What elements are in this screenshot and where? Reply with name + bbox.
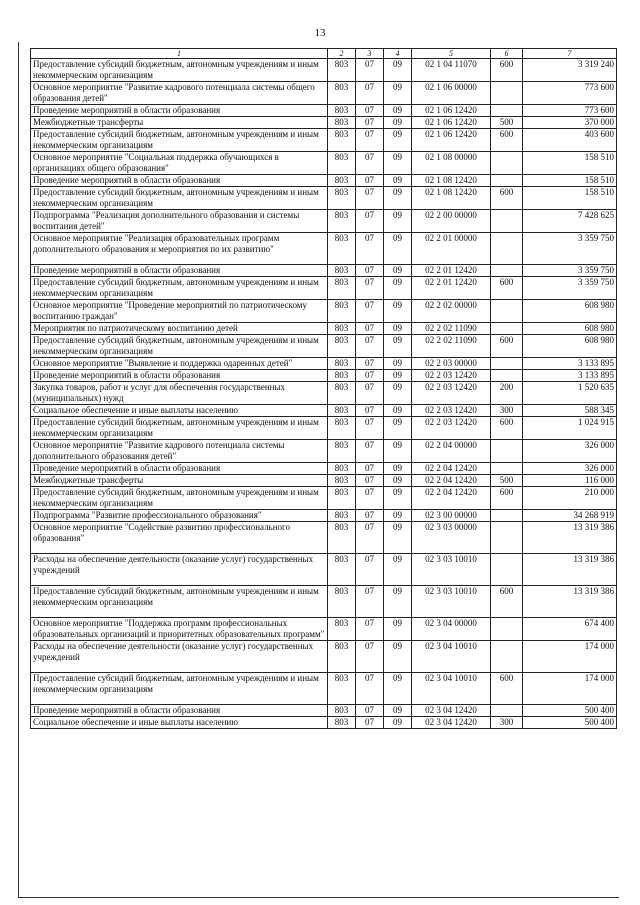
row-name: Предоставление субсидий бюджетным, автономным учреждениям и иным некоммерческим организациям <box>31 487 328 510</box>
row-expense-type <box>491 105 523 117</box>
table-row <box>31 641 617 673</box>
row-subsection-code: 09 <box>384 417 412 440</box>
row-subsection-code: 09 <box>384 440 412 463</box>
row-section-code: 07 <box>356 475 384 487</box>
row-section-code: 07 <box>356 82 384 105</box>
row-subsection-code: 09 <box>384 673 412 705</box>
row-expense-type <box>491 705 523 717</box>
table-row <box>31 673 617 705</box>
row-target-article: 02 1 08 00000 <box>412 152 491 175</box>
table-row <box>31 187 617 210</box>
row-target-article: 02 2 01 12420 <box>412 265 491 277</box>
table-row <box>31 475 617 487</box>
row-target-article: 02 3 04 10010 <box>412 673 491 705</box>
table-row <box>31 440 617 463</box>
row-ministry-code: 803 <box>328 277 356 300</box>
row-amount: 608 980 <box>523 323 617 335</box>
row-ministry-code: 803 <box>328 487 356 510</box>
budget-table <box>30 48 617 729</box>
row-amount: 500 400 <box>523 705 617 717</box>
row-name: Подпрограмма "Реализация дополнительного образования и системы воспитания детей" <box>31 210 328 233</box>
row-amount: 500 400 <box>523 717 617 729</box>
row-ministry-code: 803 <box>328 510 356 522</box>
row-target-article: 02 2 01 00000 <box>412 233 491 265</box>
table-row <box>31 117 617 129</box>
table-row <box>31 152 617 175</box>
header-cell-1: 1 <box>31 49 328 59</box>
row-section-code: 07 <box>356 522 384 554</box>
row-section-code: 07 <box>356 59 384 82</box>
row-name: Закупка товаров, работ и услуг для обеспечения государственных (муниципальных) нужд <box>31 382 328 405</box>
row-amount: 13 319 386 <box>523 554 617 586</box>
row-target-article: 02 1 06 12420 <box>412 117 491 129</box>
row-section-code: 07 <box>356 152 384 175</box>
row-subsection-code: 09 <box>384 59 412 82</box>
table-row <box>31 175 617 187</box>
row-ministry-code: 803 <box>328 265 356 277</box>
row-target-article: 02 3 03 10010 <box>412 586 491 618</box>
row-section-code: 07 <box>356 641 384 673</box>
row-subsection-code: 09 <box>384 705 412 717</box>
row-name: Мероприятия по патриотическому воспитанию детей <box>31 323 328 335</box>
row-expense-type <box>491 300 523 323</box>
row-target-article: 02 3 03 10010 <box>412 554 491 586</box>
row-section-code: 07 <box>356 417 384 440</box>
row-ministry-code: 803 <box>328 417 356 440</box>
row-target-article: 02 1 08 12420 <box>412 175 491 187</box>
table-row <box>31 323 617 335</box>
table-row <box>31 705 617 717</box>
row-expense-type <box>491 323 523 335</box>
row-amount: 174 000 <box>523 673 617 705</box>
table-row <box>31 382 617 405</box>
row-ministry-code: 803 <box>328 82 356 105</box>
row-target-article: 02 2 04 12420 <box>412 487 491 510</box>
row-expense-type: 600 <box>491 417 523 440</box>
table-row <box>31 210 617 233</box>
row-name: Основное мероприятие "Выявление и поддержка одаренных детей" <box>31 358 328 370</box>
header-cell-4: 4 <box>384 49 412 59</box>
row-subsection-code: 09 <box>384 277 412 300</box>
row-ministry-code: 803 <box>328 335 356 358</box>
row-ministry-code: 803 <box>328 323 356 335</box>
table-row <box>31 300 617 323</box>
row-expense-type <box>491 265 523 277</box>
row-expense-type: 600 <box>491 187 523 210</box>
row-amount: 158 510 <box>523 175 617 187</box>
table-row <box>31 510 617 522</box>
row-amount: 588 345 <box>523 405 617 417</box>
row-section-code: 07 <box>356 554 384 586</box>
row-expense-type: 600 <box>491 129 523 152</box>
row-subsection-code: 09 <box>384 129 412 152</box>
table-row <box>31 618 617 641</box>
row-section-code: 07 <box>356 717 384 729</box>
row-name: Предоставление субсидий бюджетным, автономным учреждениям и иным некоммерческим организациям <box>31 586 328 618</box>
row-subsection-code: 09 <box>384 105 412 117</box>
row-ministry-code: 803 <box>328 117 356 129</box>
row-expense-type: 600 <box>491 487 523 510</box>
row-section-code: 07 <box>356 705 384 717</box>
row-amount: 3 359 750 <box>523 233 617 265</box>
row-section-code: 07 <box>356 405 384 417</box>
header-cell-5: 5 <box>412 49 491 59</box>
row-section-code: 07 <box>356 673 384 705</box>
table-row <box>31 417 617 440</box>
row-subsection-code: 09 <box>384 487 412 510</box>
row-target-article: 02 2 04 00000 <box>412 440 491 463</box>
row-subsection-code: 09 <box>384 175 412 187</box>
row-amount: 370 000 <box>523 117 617 129</box>
row-name: Основное мероприятие "Развитие кадрового потенциала системы общего образования детей" <box>31 82 328 105</box>
row-section-code: 07 <box>356 358 384 370</box>
row-name: Проведение мероприятий в области образования <box>31 265 328 277</box>
row-amount: 3 359 750 <box>523 265 617 277</box>
row-expense-type: 500 <box>491 117 523 129</box>
row-target-article: 02 2 00 00000 <box>412 210 491 233</box>
row-expense-type: 600 <box>491 277 523 300</box>
row-subsection-code: 09 <box>384 300 412 323</box>
row-section-code: 07 <box>356 335 384 358</box>
row-expense-type: 500 <box>491 475 523 487</box>
row-expense-type <box>491 463 523 475</box>
row-section-code: 07 <box>356 586 384 618</box>
row-target-article: 02 1 04 11070 <box>412 59 491 82</box>
row-ministry-code: 803 <box>328 618 356 641</box>
row-expense-type: 300 <box>491 405 523 417</box>
row-name: Межбюджетные трансферты <box>31 117 328 129</box>
row-expense-type <box>491 233 523 265</box>
row-amount: 3 359 750 <box>523 277 617 300</box>
table-row <box>31 129 617 152</box>
row-amount: 1 024 915 <box>523 417 617 440</box>
row-name: Межбюджетные трансферты <box>31 475 328 487</box>
row-subsection-code: 09 <box>384 335 412 358</box>
row-target-article: 02 3 04 12420 <box>412 717 491 729</box>
row-ministry-code: 803 <box>328 705 356 717</box>
row-target-article: 02 2 02 11090 <box>412 335 491 358</box>
row-ministry-code: 803 <box>328 175 356 187</box>
row-section-code: 07 <box>356 210 384 233</box>
row-section-code: 07 <box>356 175 384 187</box>
row-amount: 174 000 <box>523 641 617 673</box>
row-name: Основное мероприятие "Содействие развитию профессионального образования" <box>31 522 328 554</box>
row-expense-type <box>491 82 523 105</box>
row-name: Основное мероприятие "Социальная поддержка обучающихся в организациях общего образования" <box>31 152 328 175</box>
row-subsection-code: 09 <box>384 463 412 475</box>
row-ministry-code: 803 <box>328 717 356 729</box>
row-subsection-code: 09 <box>384 265 412 277</box>
row-ministry-code: 803 <box>328 382 356 405</box>
table-row <box>31 59 617 82</box>
row-name: Предоставление субсидий бюджетным, автономным учреждениям и иным некоммерческим организациям <box>31 417 328 440</box>
row-subsection-code: 09 <box>384 187 412 210</box>
row-amount: 326 000 <box>523 463 617 475</box>
row-amount: 1 520 635 <box>523 382 617 405</box>
table-row <box>31 405 617 417</box>
row-ministry-code: 803 <box>328 405 356 417</box>
table-row <box>31 335 617 358</box>
row-name: Проведение мероприятий в области образования <box>31 370 328 382</box>
row-amount: 3 319 240 <box>523 59 617 82</box>
row-amount: 608 980 <box>523 300 617 323</box>
row-target-article: 02 1 06 00000 <box>412 82 491 105</box>
row-name: Предоставление субсидий бюджетным, автономным учреждениям и иным некоммерческим организациям <box>31 673 328 705</box>
row-expense-type <box>491 641 523 673</box>
row-amount: 13 319 386 <box>523 586 617 618</box>
row-amount: 158 510 <box>523 187 617 210</box>
row-expense-type: 600 <box>491 335 523 358</box>
row-subsection-code: 09 <box>384 358 412 370</box>
row-subsection-code: 09 <box>384 475 412 487</box>
row-name: Основное мероприятие "Реализация образовательных программ дополнительного образования и мероприятия по их развитию" <box>31 233 328 265</box>
row-amount: 210 000 <box>523 487 617 510</box>
row-name: Проведение мероприятий в области образования <box>31 705 328 717</box>
row-amount: 116 000 <box>523 475 617 487</box>
row-section-code: 07 <box>356 233 384 265</box>
row-name: Расходы на обеспечение деятельности (оказание услуг) государственных учреждений <box>31 641 328 673</box>
row-target-article: 02 1 06 12420 <box>412 129 491 152</box>
row-subsection-code: 09 <box>384 82 412 105</box>
row-section-code: 07 <box>356 187 384 210</box>
row-section-code: 07 <box>356 265 384 277</box>
row-name: Предоставление субсидий бюджетным, автономным учреждениям и иным некоммерческим организациям <box>31 129 328 152</box>
row-name: Основное мероприятие "Поддержка программ профессиональных образовательных организаций и приоритетных образовательных программ" <box>31 618 328 641</box>
row-ministry-code: 803 <box>328 641 356 673</box>
table-row <box>31 487 617 510</box>
row-expense-type <box>491 370 523 382</box>
row-ministry-code: 803 <box>328 233 356 265</box>
row-name: Социальное обеспечение и иные выплаты населению <box>31 717 328 729</box>
table-row <box>31 265 617 277</box>
row-expense-type: 200 <box>491 382 523 405</box>
row-amount: 403 600 <box>523 129 617 152</box>
row-ministry-code: 803 <box>328 522 356 554</box>
row-target-article: 02 2 03 12420 <box>412 417 491 440</box>
header-cell-7: 7 <box>523 49 617 59</box>
row-subsection-code: 09 <box>384 210 412 233</box>
table-row <box>31 717 617 729</box>
row-subsection-code: 09 <box>384 382 412 405</box>
row-section-code: 07 <box>356 129 384 152</box>
row-ministry-code: 803 <box>328 554 356 586</box>
row-expense-type <box>491 522 523 554</box>
row-amount: 674 400 <box>523 618 617 641</box>
row-name: Социальное обеспечение и иные выплаты населению <box>31 405 328 417</box>
table-body <box>31 59 617 729</box>
row-target-article: 02 2 02 11090 <box>412 323 491 335</box>
row-expense-type <box>491 210 523 233</box>
row-target-article: 02 2 04 12420 <box>412 475 491 487</box>
table-header-row <box>31 49 617 59</box>
row-target-article: 02 2 04 12420 <box>412 463 491 475</box>
row-ministry-code: 803 <box>328 187 356 210</box>
row-section-code: 07 <box>356 618 384 641</box>
header-cell-6: 6 <box>491 49 523 59</box>
header-cell-3: 3 <box>356 49 384 59</box>
row-subsection-code: 09 <box>384 405 412 417</box>
row-target-article: 02 2 02 00000 <box>412 300 491 323</box>
row-amount: 34 268 919 <box>523 510 617 522</box>
row-amount: 7 428 625 <box>523 210 617 233</box>
row-ministry-code: 803 <box>328 475 356 487</box>
row-target-article: 02 2 03 12420 <box>412 405 491 417</box>
table-row <box>31 554 617 586</box>
row-subsection-code: 09 <box>384 117 412 129</box>
table-row <box>31 105 617 117</box>
row-ministry-code: 803 <box>328 210 356 233</box>
row-target-article: 02 2 03 12420 <box>412 382 491 405</box>
row-target-article: 02 3 04 00000 <box>412 618 491 641</box>
row-target-article: 02 3 04 10010 <box>412 641 491 673</box>
row-amount: 773 600 <box>523 105 617 117</box>
table-row <box>31 358 617 370</box>
row-name: Основное мероприятие "Развитие кадрового потенциала системы дополнительного образования детей" <box>31 440 328 463</box>
row-expense-type <box>491 510 523 522</box>
row-subsection-code: 09 <box>384 233 412 265</box>
row-name: Проведение мероприятий в области образования <box>31 175 328 187</box>
row-section-code: 07 <box>356 510 384 522</box>
row-section-code: 07 <box>356 117 384 129</box>
row-subsection-code: 09 <box>384 586 412 618</box>
row-target-article: 02 2 03 00000 <box>412 358 491 370</box>
row-expense-type <box>491 175 523 187</box>
row-section-code: 07 <box>356 382 384 405</box>
row-section-code: 07 <box>356 105 384 117</box>
row-ministry-code: 803 <box>328 358 356 370</box>
row-subsection-code: 09 <box>384 717 412 729</box>
row-subsection-code: 09 <box>384 554 412 586</box>
row-ministry-code: 803 <box>328 105 356 117</box>
row-target-article: 02 3 00 00000 <box>412 510 491 522</box>
row-amount: 13 319 386 <box>523 522 617 554</box>
header-cell-2: 2 <box>328 49 356 59</box>
row-ministry-code: 803 <box>328 152 356 175</box>
page-number: 13 <box>314 27 326 39</box>
row-section-code: 07 <box>356 300 384 323</box>
row-section-code: 07 <box>356 277 384 300</box>
row-expense-type: 600 <box>491 59 523 82</box>
row-ministry-code: 803 <box>328 440 356 463</box>
row-subsection-code: 09 <box>384 152 412 175</box>
row-name: Расходы на обеспечение деятельности (оказание услуг) государственных учреждений <box>31 554 328 586</box>
row-subsection-code: 09 <box>384 522 412 554</box>
row-amount: 608 980 <box>523 335 617 358</box>
row-amount: 158 510 <box>523 152 617 175</box>
row-name: Предоставление субсидий бюджетным, автономным учреждениям и иным некоммерческим организациям <box>31 59 328 82</box>
row-subsection-code: 09 <box>384 618 412 641</box>
table-row <box>31 82 617 105</box>
row-subsection-code: 09 <box>384 641 412 673</box>
row-section-code: 07 <box>356 323 384 335</box>
row-expense-type: 300 <box>491 717 523 729</box>
row-section-code: 07 <box>356 463 384 475</box>
row-ministry-code: 803 <box>328 129 356 152</box>
table-row <box>31 370 617 382</box>
table-row <box>31 277 617 300</box>
row-section-code: 07 <box>356 487 384 510</box>
row-expense-type <box>491 618 523 641</box>
row-ministry-code: 803 <box>328 586 356 618</box>
row-amount: 326 000 <box>523 440 617 463</box>
row-amount: 3 133 895 <box>523 358 617 370</box>
row-name: Предоставление субсидий бюджетным, автономным учреждениям и иным некоммерческим организациям <box>31 187 328 210</box>
row-subsection-code: 09 <box>384 510 412 522</box>
row-section-code: 07 <box>356 440 384 463</box>
row-amount: 3 133 895 <box>523 370 617 382</box>
row-target-article: 02 1 08 12420 <box>412 187 491 210</box>
row-ministry-code: 803 <box>328 463 356 475</box>
row-name: Проведение мероприятий в области образования <box>31 105 328 117</box>
table-row <box>31 586 617 618</box>
row-section-code: 07 <box>356 370 384 382</box>
row-expense-type: 600 <box>491 673 523 705</box>
row-ministry-code: 803 <box>328 370 356 382</box>
row-subsection-code: 09 <box>384 323 412 335</box>
row-name: Подпрограмма "Развитие профессионального образования" <box>31 510 328 522</box>
row-target-article: 02 3 03 00000 <box>412 522 491 554</box>
row-ministry-code: 803 <box>328 300 356 323</box>
row-name: Основное мероприятие "Проведение мероприятий по патриотическому воспитанию граждан" <box>31 300 328 323</box>
row-ministry-code: 803 <box>328 59 356 82</box>
row-ministry-code: 803 <box>328 673 356 705</box>
row-target-article: 02 3 04 12420 <box>412 705 491 717</box>
row-expense-type: 600 <box>491 586 523 618</box>
table-row <box>31 233 617 265</box>
row-name: Предоставление субсидий бюджетным, автономным учреждениям и иным некоммерческим организациям <box>31 335 328 358</box>
row-target-article: 02 1 06 12420 <box>412 105 491 117</box>
row-name: Предоставление субсидий бюджетным, автономным учреждениям и иным некоммерческим организациям <box>31 277 328 300</box>
row-name: Проведение мероприятий в области образования <box>31 463 328 475</box>
row-expense-type <box>491 554 523 586</box>
row-amount: 773 600 <box>523 82 617 105</box>
row-target-article: 02 2 03 12420 <box>412 370 491 382</box>
row-subsection-code: 09 <box>384 370 412 382</box>
row-expense-type <box>491 152 523 175</box>
table-row <box>31 522 617 554</box>
row-expense-type <box>491 358 523 370</box>
row-expense-type <box>491 440 523 463</box>
row-target-article: 02 2 01 12420 <box>412 277 491 300</box>
table-row <box>31 463 617 475</box>
